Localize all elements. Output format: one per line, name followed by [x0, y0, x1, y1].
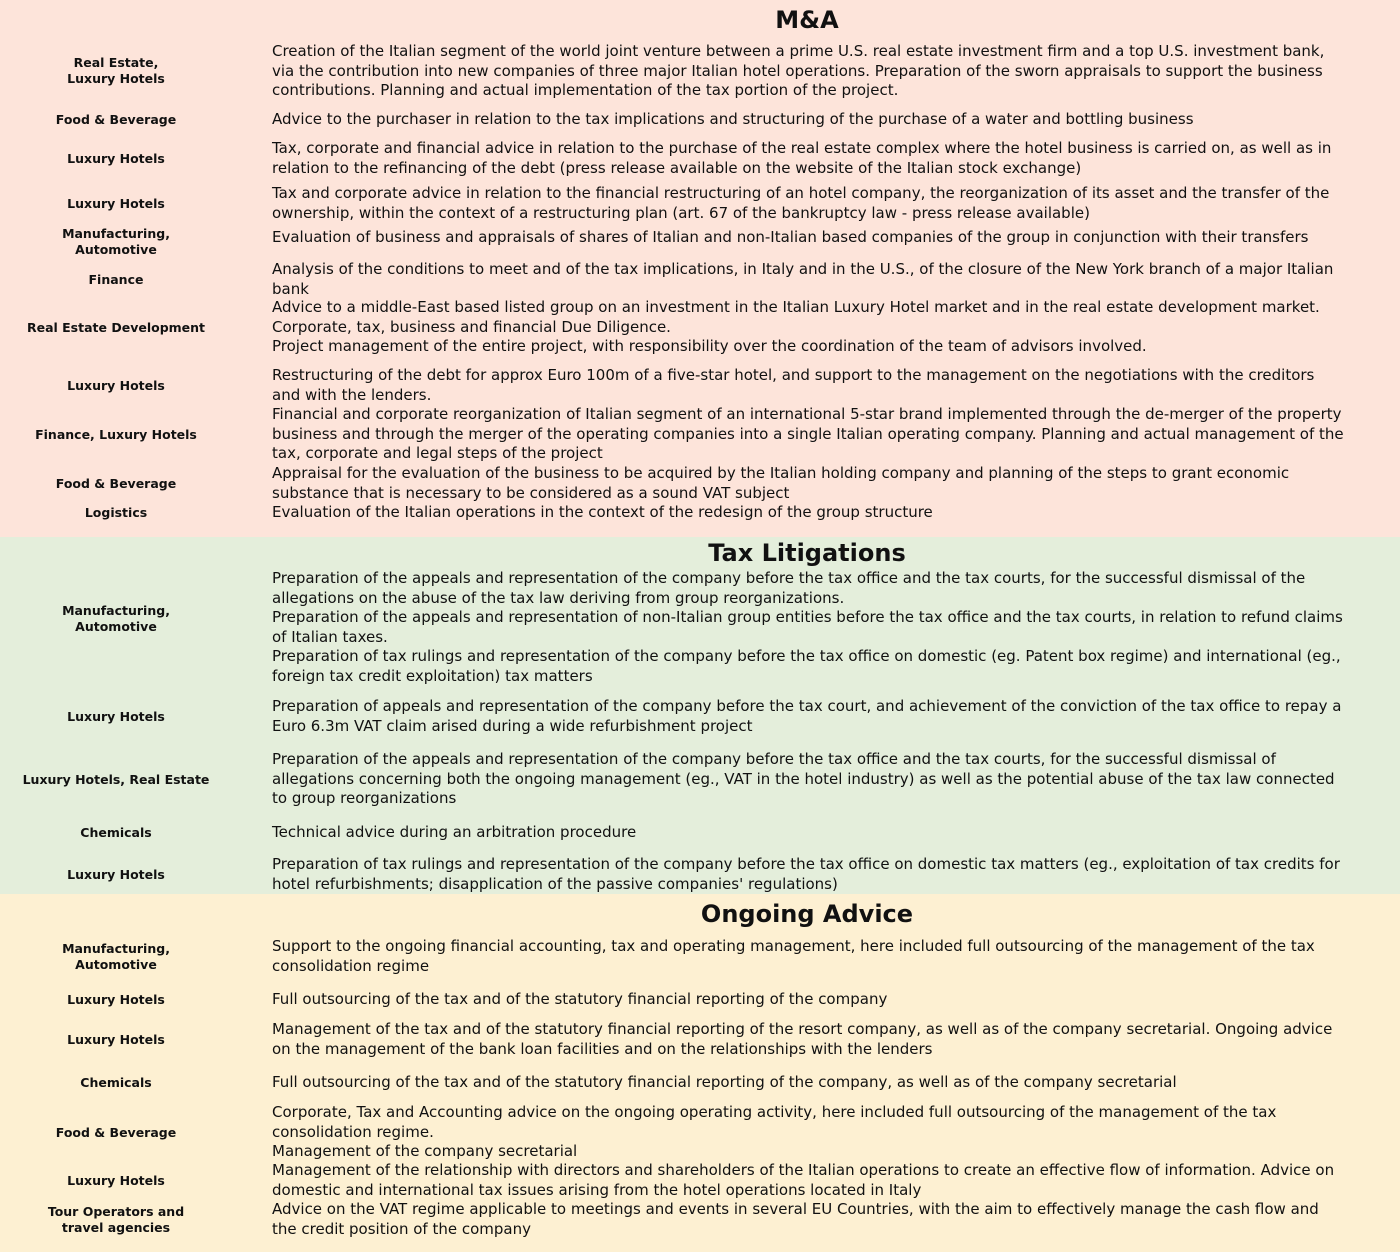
row-category: Luxury Hotels — [67, 709, 165, 724]
description-line: Corporate, tax, business and financial Due Diligence. — [272, 317, 671, 336]
table-row — [0, 110, 1400, 130]
row-category: Logistics — [84, 505, 148, 520]
row-description — [272, 405, 1344, 464]
description-line: Preparation of tax rulings and representation of the company before the tax office on domestic tax matters (eg., exploitation of tax credits for hotel refurbishments; disapplication of the passive companies' regulations) — [272, 855, 1340, 893]
row-description — [272, 464, 1344, 503]
description-line: Preparation of appeals and representation of the company before the tax court, and achievement of the conviction of the tax office to repay a Euro 6.3m VAT claim arised during a wide refurbishment project — [272, 697, 1342, 735]
table-row — [0, 569, 1400, 685]
description-line: Restructuring of the debt for approx Euro 100m of a five-star hotel, and support to the management on the negotiations with the creditors and with the lenders. — [272, 366, 1315, 404]
description-line: Technical advice during an arbitration procedure — [272, 823, 637, 841]
table-row — [0, 42, 1400, 99]
row-category: Finance — [88, 272, 144, 287]
table-row — [0, 139, 1400, 179]
row-category: Tour Operators and travel agencies — [47, 1204, 185, 1235]
description-line: Project management of the entire project, with responsibility over the coordination of the team of advisors involved. — [272, 337, 1147, 356]
row-description — [272, 823, 1344, 843]
row-description — [272, 366, 1344, 405]
description-line: Creation of the Italian segment of the world joint venture between a prime U.S. real estate investment firm and a top U.S. investment bank, via the contribution into new companies of three major Italian hotel operations. Preparation of the sworn appraisals to support the business contributions. Planning and actual implementation of the tax portion of the project. — [272, 42, 1325, 100]
description-line: Advice on the VAT regime applicable to meetings and events in several EU Countries, with the aim to effectively manage the cash flow and the credit position of the company — [272, 1200, 1319, 1238]
row-category: Luxury Hotels — [67, 378, 165, 393]
row-description — [272, 298, 1344, 357]
description-line: Advice to the purchaser in relation to the tax implications and structuring of the purchase of a water and bottling business — [272, 110, 1194, 128]
row-category: Luxury Hotels — [67, 151, 165, 166]
row-description — [272, 260, 1344, 299]
row-description — [272, 228, 1344, 248]
table-row — [0, 937, 1400, 977]
row-category: Luxury Hotels — [67, 1173, 165, 1188]
description-line: Tax, corporate and financial advice in relation to the purchase of the real estate complex where the hotel business is carried on, as well as in relation to the refinancing of the debt (press release available on the website of the Italian stock exchange) — [272, 139, 1332, 177]
description-line: Corporate, Tax and Accounting advice on the ongoing operating activity, here included full outsourcing of the management of the tax consolidation regime. — [272, 1103, 1277, 1141]
description-line: Preparation of the appeals and representation of non-Italian group entities before the tax office and the tax courts, in relation to refund claims of Italian taxes. — [272, 608, 1343, 646]
description-line: Preparation of the appeals and representation of the company before the tax office and the tax courts, for the successful dismissal of allegations concerning both the ongoing management (eg., VAT in the hotel industry) as well as the potential abuse of the tax law connected to group reorganizations — [272, 750, 1335, 808]
row-description — [272, 1161, 1344, 1200]
table-row — [0, 1073, 1400, 1093]
description-line: Full outsourcing of the tax and of the statutory financial reporting of the company — [272, 990, 888, 1008]
table-row — [0, 823, 1400, 843]
table-row — [0, 405, 1400, 465]
row-description — [272, 184, 1344, 223]
row-description — [272, 1020, 1344, 1059]
description-line: Financial and corporate reorganization of Italian segment of an international 5-star brand implemented through the de-merger of the property business and through the merger of the operating companies into a single Italian operating company. Planning and actual management of the tax, corporate and legal steps of the project — [272, 405, 1344, 463]
row-category: Luxury Hotels — [67, 1032, 165, 1047]
row-category: Chemicals — [80, 825, 152, 840]
row-category: Food & Beverage — [55, 476, 177, 491]
description-line: Tax and corporate advice in relation to the financial restructuring of an hotel company, the reorganization of its asset and the transfer of the ownership, within the context of a restructuring plan (art. 67 of the bankruptcy law - press release available) — [272, 184, 1330, 222]
row-description — [272, 503, 1344, 523]
row-description — [272, 697, 1344, 736]
row-description — [272, 569, 1344, 687]
row-category: Luxury Hotels, Real Estate — [22, 772, 210, 787]
section-tax-litigations — [0, 537, 1400, 894]
table-row — [0, 1200, 1400, 1240]
table-row — [0, 855, 1400, 895]
description-line: Management of the tax and of the statutory financial reporting of the resort company, as well as of the company secretarial. Ongoing advice on the management of the bank loan facilities and on the relationships with the lenders — [272, 1020, 1333, 1058]
row-description — [272, 42, 1344, 101]
description-line: Advice to a middle-East based listed group on an investment in the Italian Luxury Hotel market and in the real estate development market. — [272, 298, 1320, 316]
description-line: Preparation of tax rulings and representation of the company before the tax office on domestic (eg. Patent box regime) and international (eg., foreign tax credit exploitation) tax matters — [272, 647, 1341, 685]
row-description — [272, 990, 1344, 1010]
section-ongoing-advice — [0, 894, 1400, 1252]
table-row — [0, 750, 1400, 810]
section-title: M&A — [775, 6, 839, 34]
row-category: Food & Beverage — [55, 112, 177, 127]
row-description — [272, 855, 1344, 894]
row-description — [272, 937, 1344, 976]
row-category: Manufacturing, Automotive — [62, 941, 170, 972]
description-line: Support to the ongoing financial accounting, tax and operating management, here included full outsourcing of the management of the tax consolidation regime — [272, 937, 1315, 975]
section-ma — [0, 0, 1400, 537]
row-category: Manufacturing, Automotive — [62, 603, 170, 634]
row-description — [272, 139, 1344, 178]
table-row — [0, 228, 1400, 256]
table-row — [0, 464, 1400, 504]
description-line: Evaluation of business and appraisals of shares of Italian and non-Italian based companies of the group in conjunction with their transfers — [272, 228, 1309, 246]
table-row — [0, 298, 1400, 358]
row-category: Chemicals — [80, 1075, 152, 1090]
section-title: Ongoing Advice — [700, 900, 914, 928]
row-description — [272, 110, 1344, 130]
table-row — [0, 697, 1400, 737]
description-line: Preparation of the appeals and representation of the company before the tax office and the tax courts, for the successful dismissal of the allegations on the abuse of the tax law deriving from group reorganizations. — [272, 569, 1306, 607]
row-category: Luxury Hotels — [67, 196, 165, 211]
section-title: Tax Litigations — [708, 539, 906, 567]
table-row — [0, 1161, 1400, 1201]
row-description — [272, 1103, 1344, 1162]
table-row — [0, 990, 1400, 1010]
table-row — [0, 184, 1400, 224]
row-description — [272, 1200, 1344, 1239]
row-category: Finance, Luxury Hotels — [35, 427, 197, 442]
table-row — [0, 366, 1400, 406]
table-row — [0, 1103, 1400, 1163]
row-category: Food & Beverage — [55, 1125, 177, 1140]
table-row — [0, 503, 1400, 523]
row-category: Real Estate, Luxury Hotels — [67, 54, 165, 86]
description-line: Full outsourcing of the tax and of the statutory financial reporting of the company, as well as of the company secretarial — [272, 1073, 1177, 1091]
row-category: Manufacturing, Automotive — [62, 226, 170, 257]
description-line: Analysis of the conditions to meet and of the tax implications, in Italy and in the U.S., of the closure of the New York branch of a major Italian bank — [272, 260, 1334, 298]
row-description — [272, 1073, 1344, 1093]
row-category: Real Estate Development — [26, 320, 206, 335]
description-line: Appraisal for the evaluation of the business to be acquired by the Italian holding company and planning of the steps to grant economic substance that is necessary to be considered as a sound VAT subject — [272, 464, 1290, 502]
table-row — [0, 1020, 1400, 1060]
row-category: Luxury Hotels — [67, 992, 165, 1007]
description-line: Management of the company secretarial — [272, 1142, 578, 1161]
description-line: Management of the relationship with directors and shareholders of the Italian operations to create an effective flow of information. Advice on domestic and international tax issues arising from the hotel operations located in Italy — [272, 1161, 1335, 1199]
description-line: Evaluation of the Italian operations in the context of the redesign of the group structure — [272, 503, 933, 521]
table-row — [0, 260, 1400, 300]
row-description — [272, 750, 1344, 809]
row-category: Luxury Hotels — [67, 867, 165, 882]
